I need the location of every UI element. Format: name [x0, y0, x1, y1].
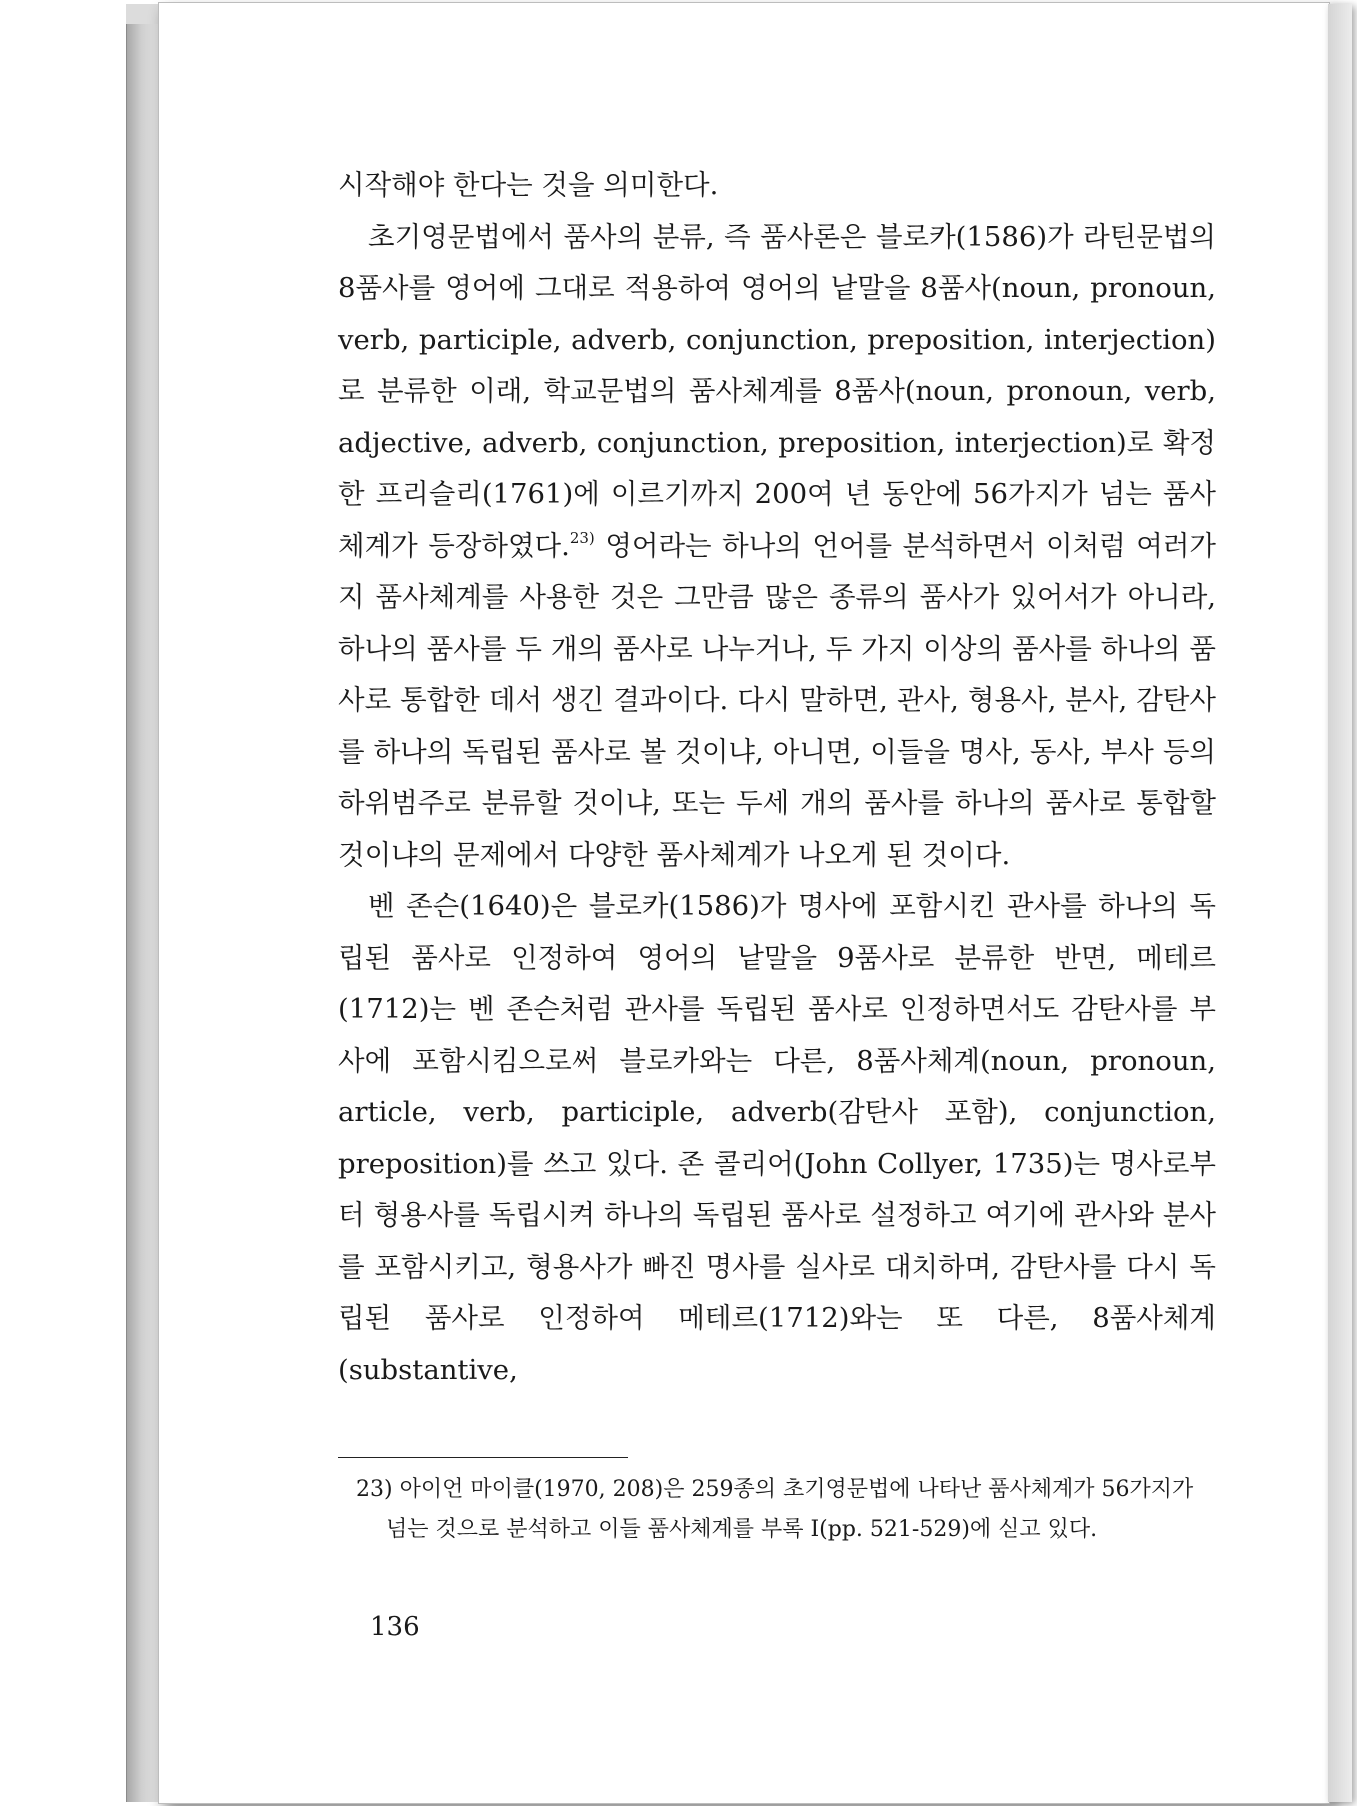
- book-page-edge: [1328, 4, 1352, 1802]
- paragraph-3: 벤 존슨(1640)은 블로카(1586)가 명사에 포함시킨 관사를 하나의 독립된 품사로 인정하여 영어의 낱말을 9품사로 분류한 반면, 메테르(1712)는 벤 존슨처럼 관사를 독립된 품사로 인정하면서도 감탄사를 부사에 포함시킴으로써 블로카와는 다른, 8품사체계(noun, pronoun, article, verb, participle, adverb(감탄사 포함), conjunction, preposition)를 쓰고 있다. 존 콜리어(John Collyer, 1735)는 명사로부터 형용사를 독립시켜 하나의 독립된 품사로 설정하고 여기에 관사와 분사를 포함시키고, 형용사가 빠진 명사를 실사로 대치하며, 감탄사를 다시 독립된 품사로 인정하여 메테르(1712)와는 또 다른, 8품사체계(substantive,: [338, 890, 1216, 1386]
- paragraph-2-text: 초기영문법에서 품사의 분류, 즉 품사론은 블로카(1586)가 라틴문법의 8품사를 영어에 그대로 적용하여 영어의 낱말을 8품사(noun, pronoun, verb, participle, adverb, conjunction, preposition, interjection)로 분류한 이래, 학교문법의 품사체계를 8품사(noun, pronoun, verb, adjective, adverb, conjunction, preposition, interjection)로 확정한 프리슬리(1761)에 이르기까지 200여 년 동안에 56가지가 넘는 품사체계가 등장하였다.: [338, 220, 1216, 562]
- page-number: 136: [370, 1612, 420, 1642]
- footnote-divider: [338, 1457, 628, 1458]
- paragraph-1: 시작해야 한다는 것을 의미한다.: [338, 169, 719, 201]
- footnote-line-1: 23) 아이언 마이클(1970, 208)은 259종의 초기영문법에 나타난 품사체계가 56가지가: [356, 1477, 1194, 1502]
- book-spine-top: [126, 4, 158, 24]
- paragraph-2-continued: 영어라는 하나의 언어를 분석하면서 이처럼 여러가지 품사체계를 사용한 것은 그만큼 많은 종류의 품사가 있어서가 아니라, 하나의 품사를 두 개의 품사로 나누거나, 두 가지 이상의 품사를 하나의 품사로 통합한 데서 생긴 결과이다. 다시 말하면, 관사, 형용사, 분사, 감탄사를 하나의 독립된 품사로 볼 것이냐, 아니면, 이들을 명사, 동사, 부사 등의 하위범주로 분류할 것이냐, 또는 두세 개의 품사를 하나의 품사로 통합할 것이냐의 문제에서 다양한 품사체계가 나오게 된 것이다.: [338, 529, 1216, 871]
- footnote-reference: 23): [569, 528, 595, 547]
- paragraph-2: [338, 212, 1216, 882]
- book-spine: [126, 4, 159, 1802]
- footnote-line-2: 넘는 것으로 분석하고 이들 품사체계를 부록 I(pp. 521-529)에 싣고 있다.: [386, 1517, 1098, 1542]
- body-text: [338, 160, 1216, 1396]
- footnote: [356, 1470, 1216, 1550]
